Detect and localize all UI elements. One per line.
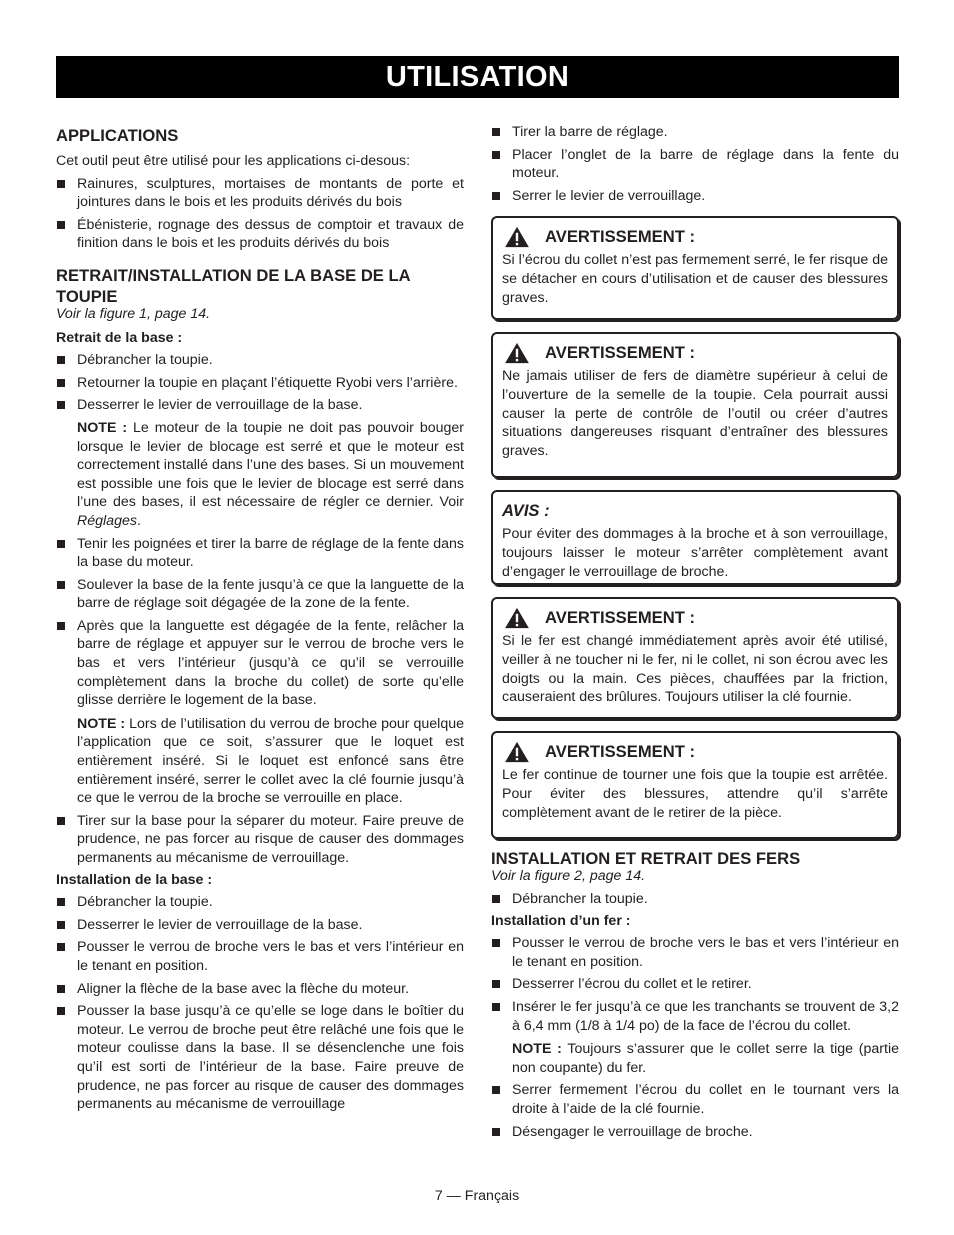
list-item: Aligner la flèche de la base avec la flèche du moteur. — [56, 980, 464, 999]
list-item: Serrer fermement l’écrou du collet en le tournant vers la droite à l’aide de la clé fournie. — [491, 1081, 899, 1118]
warning-box-spinning-bit — [491, 731, 899, 839]
warning-triangle-icon — [502, 226, 532, 248]
page-footer: 7 — Français — [434, 1188, 520, 1204]
bullet-square-icon — [492, 151, 500, 159]
list-item: Desserrer le levier de verrouillage de la base. — [56, 396, 464, 415]
removal-subheading: Retrait de la base : — [56, 329, 183, 346]
note-motor: NOTE : Le moteur de la toupie ne doit pas pouvoir bouger lorsque le levier de blocage est serré et que le moteur est correctement installé dans l’une des bases. Si un mouvement est possible une fois que le levier de blocage est serré dans l’une des bases, il est nécessaire de régler ce dernier. Voir Réglages. — [77, 419, 465, 529]
avis-box — [491, 490, 899, 585]
warning-header — [502, 342, 888, 364]
bullet-square-icon — [492, 1003, 500, 1011]
warning-title: AVERTISSEMENT : — [545, 742, 695, 762]
bullet-square-icon — [57, 943, 65, 951]
bits-figure-ref: Voir la figure 2, page 14. — [491, 868, 646, 885]
applications-list — [56, 175, 464, 253]
list-item: Soulever la base de la fente jusqu’à ce que la languette de la barre de réglage soit dégagée de la zone de la fente. — [56, 576, 464, 613]
warning-triangle-icon — [502, 342, 532, 364]
bullet-square-icon — [57, 898, 65, 906]
bits-first-list — [491, 890, 899, 909]
list-item: Ébénisterie, rognage des dessus de comptoir et travaux de finition dans le bois et les produits dérivés du bois — [56, 216, 464, 253]
warning-text: Si le fer est changé immédiatement après avoir été utilisé, veiller à ne toucher ni le fer, ni le collet, ni son écrou avec les doigts ou la main. Ces pièces, chauffées par la friction, causeraient des brûlures. Toujours utiliser la clé fournie. — [502, 633, 888, 706]
bullet-square-icon — [57, 921, 65, 929]
bullet-square-icon — [492, 939, 500, 947]
applications-heading: APPLICATIONS — [56, 126, 179, 145]
bullet-square-icon — [492, 192, 500, 200]
warning-text: Si l’écrou du collet n’est pas fermement serré, le fer risque de se détacher en cours d’utilisation et de causer des blessures graves. — [502, 252, 888, 306]
avis-title: AVIS : — [502, 501, 550, 521]
list-item: Tenir les poignées et tirer la barre de réglage de la fente dans la base du moteur. — [56, 535, 464, 572]
bullet-square-icon — [57, 356, 65, 364]
list-item: Débrancher la toupie. — [491, 890, 899, 909]
list-item: Tirer sur la base pour la séparer du moteur. Faire preuve de prudence, ne pas forcer au risque de causer des dommages permanents au mécanisme de verrouillage. — [56, 812, 464, 868]
note-collet-shank: NOTE : Toujours s’assurer que le collet serre la tige (partie non coupante) du fer. — [512, 1041, 900, 1076]
left-column — [56, 123, 464, 1114]
bit-install-list — [491, 934, 899, 1035]
avis-text: Pour éviter des dommages à la broche et à son verrouillage, toujours laisser le moteur s’arrêter complètement avant d’engager le verrouillage de broche. — [502, 526, 888, 580]
warning-triangle-icon — [502, 607, 532, 629]
list-item: Desserrer le levier de verrouillage de la base. — [56, 916, 464, 935]
bullet-square-icon — [492, 895, 500, 903]
list-item: Placer l’onglet de la barre de réglage dans la fente du moteur. — [491, 146, 899, 183]
list-item: Pousser le verrou de broche vers le bas et vers l’intérieur en le tenant en position. — [56, 938, 464, 975]
list-item: Desserrer l’écrou du collet et le retirer. — [491, 975, 899, 994]
removal-list — [56, 351, 464, 415]
bullet-square-icon — [57, 180, 65, 188]
list-item: Insérer le fer jusqu’à ce que les tranchants se trouvent de 3,2 à 6,4 mm (1/8 à 1/4 po) de la face de l’écrou du collet. — [491, 998, 899, 1035]
bit-install-list-end — [491, 1081, 899, 1141]
bullet-square-icon — [57, 221, 65, 229]
bullet-square-icon — [492, 1086, 500, 1094]
bullet-square-icon — [57, 540, 65, 548]
bit-install-subheading: Installation d’un fer : — [491, 912, 631, 929]
bullet-square-icon — [57, 985, 65, 993]
install-subheading: Installation de la base : — [56, 871, 213, 888]
list-item: Pousser le verrou de broche vers le bas et vers l’intérieur en le tenant en position. — [491, 934, 899, 971]
warning-title: AVERTISSEMENT : — [545, 608, 695, 628]
bullet-square-icon — [57, 817, 65, 825]
list-item: Débrancher la toupie. — [56, 893, 464, 912]
warning-title: AVERTISSEMENT : — [545, 343, 695, 363]
warning-triangle-icon — [502, 741, 532, 763]
warning-box-hot-parts — [491, 597, 899, 719]
bullet-square-icon — [57, 401, 65, 409]
warning-text: Le fer continue de tourner une fois que la toupie est arrêtée. Pour éviter des blessures, attendre qu’il s’arrête complètement avant de le retirer de la pièce. — [502, 767, 888, 821]
warning-header — [502, 226, 888, 248]
bullet-square-icon — [57, 622, 65, 630]
page-banner: UTILISATION — [56, 56, 899, 98]
warning-header — [502, 607, 888, 629]
list-item: Pousser la base jusqu’à ce qu’elle se loge dans le boîtier du moteur. Le verrou de broche peut être relâché une fois que le moteur coulisse dans la base. Il se désenclenche une fois qu’il est sorti de l’intérieur de la base. Faire preuve de prudence, ne pas forcer au risque de causer des dommages permanents au mécanisme de verrouillage — [56, 1002, 464, 1114]
removal-list-continued — [56, 535, 464, 710]
adjust-list — [491, 123, 899, 205]
applications-intro: Cet outil peut être utilisé pour les applications ci-desous: — [56, 153, 411, 169]
bullet-square-icon — [492, 980, 500, 988]
install-list — [56, 893, 464, 1114]
removal-list-end — [56, 812, 464, 868]
right-column — [491, 123, 899, 1141]
base-section-heading: RETRAIT/INSTALLATION DE LA BASE DE LA TOUPIE — [56, 265, 410, 306]
list-item: Après que la languette est dégagée de la fente, relâcher la barre de réglage et appuyer sur le verrou de broche vers le bas et vers l’intérieur (jusqu’à ce qu’il se verrouille complètement dans la broche du collet) de sorte qu’elle glisse derrière le logement de la base. — [56, 617, 464, 710]
warning-title: AVERTISSEMENT : — [545, 227, 695, 247]
base-figure-ref: Voir la figure 1, page 14. — [56, 305, 211, 322]
bits-section-heading: INSTALLATION ET RETRAIT DES FERS — [491, 849, 801, 869]
list-item: Désengager le verrouillage de broche. — [491, 1123, 899, 1142]
warning-box-bit-diameter — [491, 332, 899, 478]
list-item: Débrancher la toupie. — [56, 351, 464, 370]
bullet-square-icon — [57, 379, 65, 387]
bullet-square-icon — [57, 581, 65, 589]
list-item: Rainures, sculptures, mortaises de montants de porte et jointures dans le bois et les produits dérivés du bois — [56, 175, 464, 212]
bullet-square-icon — [492, 128, 500, 136]
warning-box-collet-nut — [491, 216, 899, 320]
warning-text: Ne jamais utiliser de fers de diamètre supérieur à celui de l’ouverture de la semelle de la toupie. Cela pourrait aussi causer la perte de contrôle de l’outil ou créer d’autres situations dangereuses risquant d’entraîner des blessures graves. — [502, 368, 888, 460]
note-spindle-lock: NOTE : Lors de l’utilisation du verrou de broche pour quelque l’application que ce soit, s’assurer que le loquet est entièrement inséré. Si le loquet est enfoncé sans être entièrement inséré, serrer le collet avec la clé fournie jusqu’à ce que le verrou de la broche se verrouille en place. — [77, 715, 464, 807]
bullet-square-icon — [492, 1128, 500, 1136]
list-item: Retourner la toupie en plaçant l’étiquette Ryobi vers l’arrière. — [56, 374, 464, 393]
list-item: Serrer le levier de verrouillage. — [491, 187, 899, 206]
bullet-square-icon — [57, 1007, 65, 1015]
list-item: Tirer la barre de réglage. — [491, 123, 899, 142]
warning-header — [502, 741, 888, 763]
